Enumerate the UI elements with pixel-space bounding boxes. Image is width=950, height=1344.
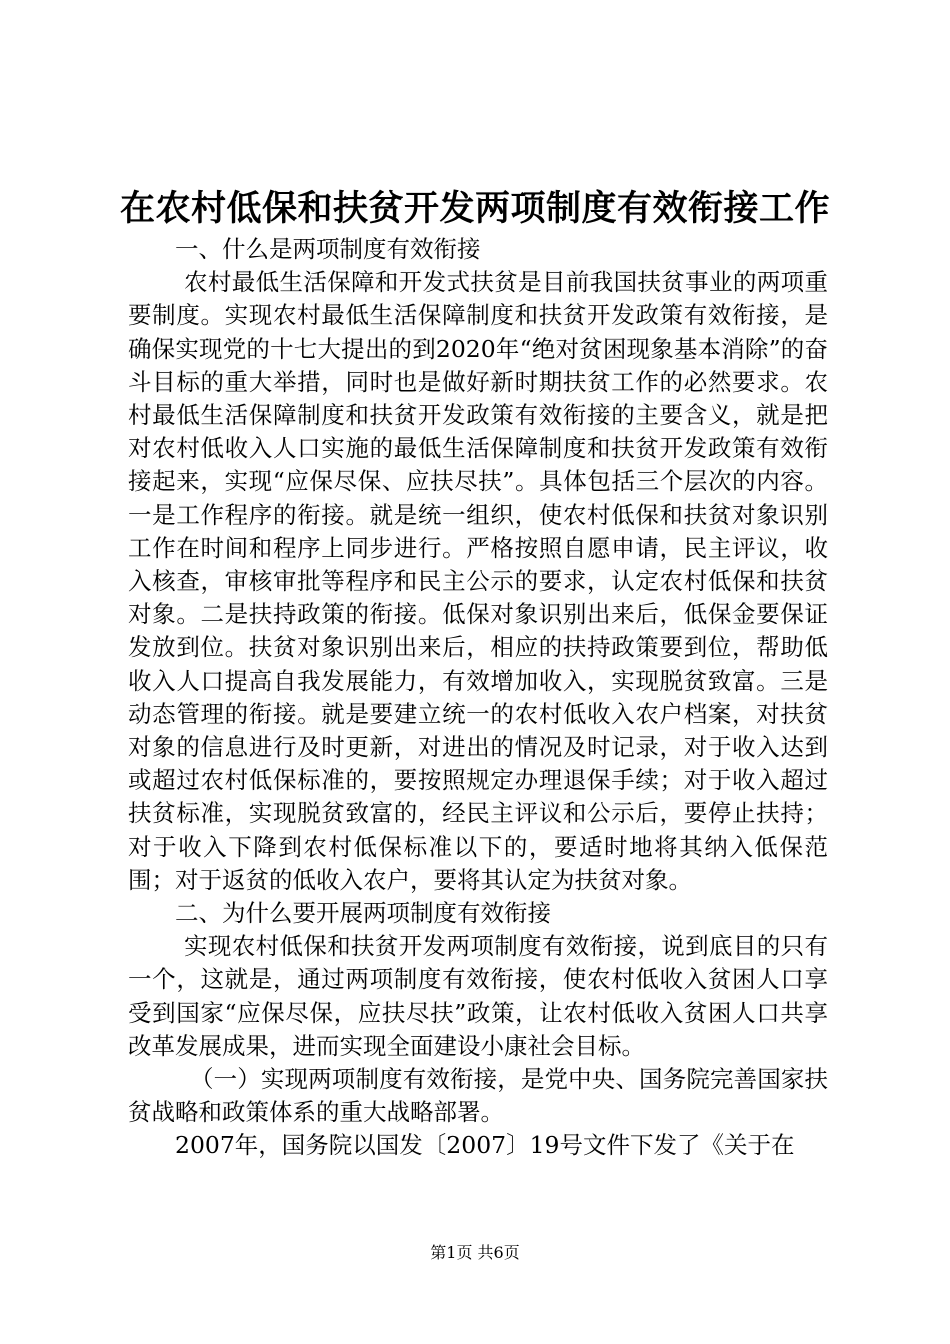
page-footer: 第1页 共6页 — [430, 1243, 520, 1262]
paragraph-3: （一）实现两项制度有效衔接，是党中央、国务院完善国家扶贫战略和政策体系的重大战略部署。 — [128, 1065, 828, 1127]
section-heading-1: 一、什么是两项制度有效衔接 — [175, 235, 481, 263]
paragraph-4: 2007年，国务院以国发〔2007〕19号文件下发了《关于在 — [175, 1131, 795, 1160]
document-title: 在农村低保和扶贫开发两项制度有效衔接工作 — [119, 188, 830, 229]
document-body — [128, 233, 828, 1163]
paragraph-2: 实现农村低保和扶贫开发两项制度有效衔接，说到底目的只有一个，这就是，通过两项制度有效衔接，使农村低收入贫困人口享受到国家“应保尽保，应扶尽扶”政策，让农村低收入贫困人口共享改革发展成果，进而实现全面建设小康社会目标。 — [128, 932, 828, 1060]
section-heading-2: 二、为什么要开展两项制度有效衔接 — [175, 899, 551, 928]
paragraph-1: 农村最低生活保障和开发式扶贫是目前我国扶贫事业的两项重要制度。实现农村最低生活保障制度和扶贫开发政策有效衔接，是确保实现党的十七大提出的到2020年“绝对贫困现象基本消除”的奋斗目标的重大举措，同时也是做好新时期扶贫工作的必然要求。农村最低生活保障制度和扶贫开发政策有效衔接的主要含义，就是把对农村低收入人口实施的最低生活保障制度和扶贫开发政策有效衔接起来，实现“应保尽保、应扶尽扶”。具体包括三个层次的内容。一是工作程序的衔接。就是统一组织，使农村低保和扶贫对象识别工作在时间和程序上同步进行。严格按照自愿申请，民主评议，收入核查，审核审批等程序和民主公示的要求，认定农村低保和扶贫对象。二是扶持政策的衔接。低保对象识别出来后，低保金要保证发放到位。扶贫对象识别出来后，相应的扶持政策要到位，帮助低收入人口提高自我发展能力，有效增加收入，实现脱贫致富。三是动态管理的衔接。就是要建立统一的农村低收入农户档案，对扶贫对象的信息进行及时更新，对进出的情况及时记录，对于收入达到或超过农村低保标准的，要按照规定办理退保手续；对于收入超过扶贫标准，实现脱贫致富的，经民主评议和公示后，要停止扶持；对于收入下降到农村低保标准以下的，要适时地将其纳入低保范围；对于返贫的低收入农户，要将其认定为扶贫对象。 — [128, 268, 828, 894]
